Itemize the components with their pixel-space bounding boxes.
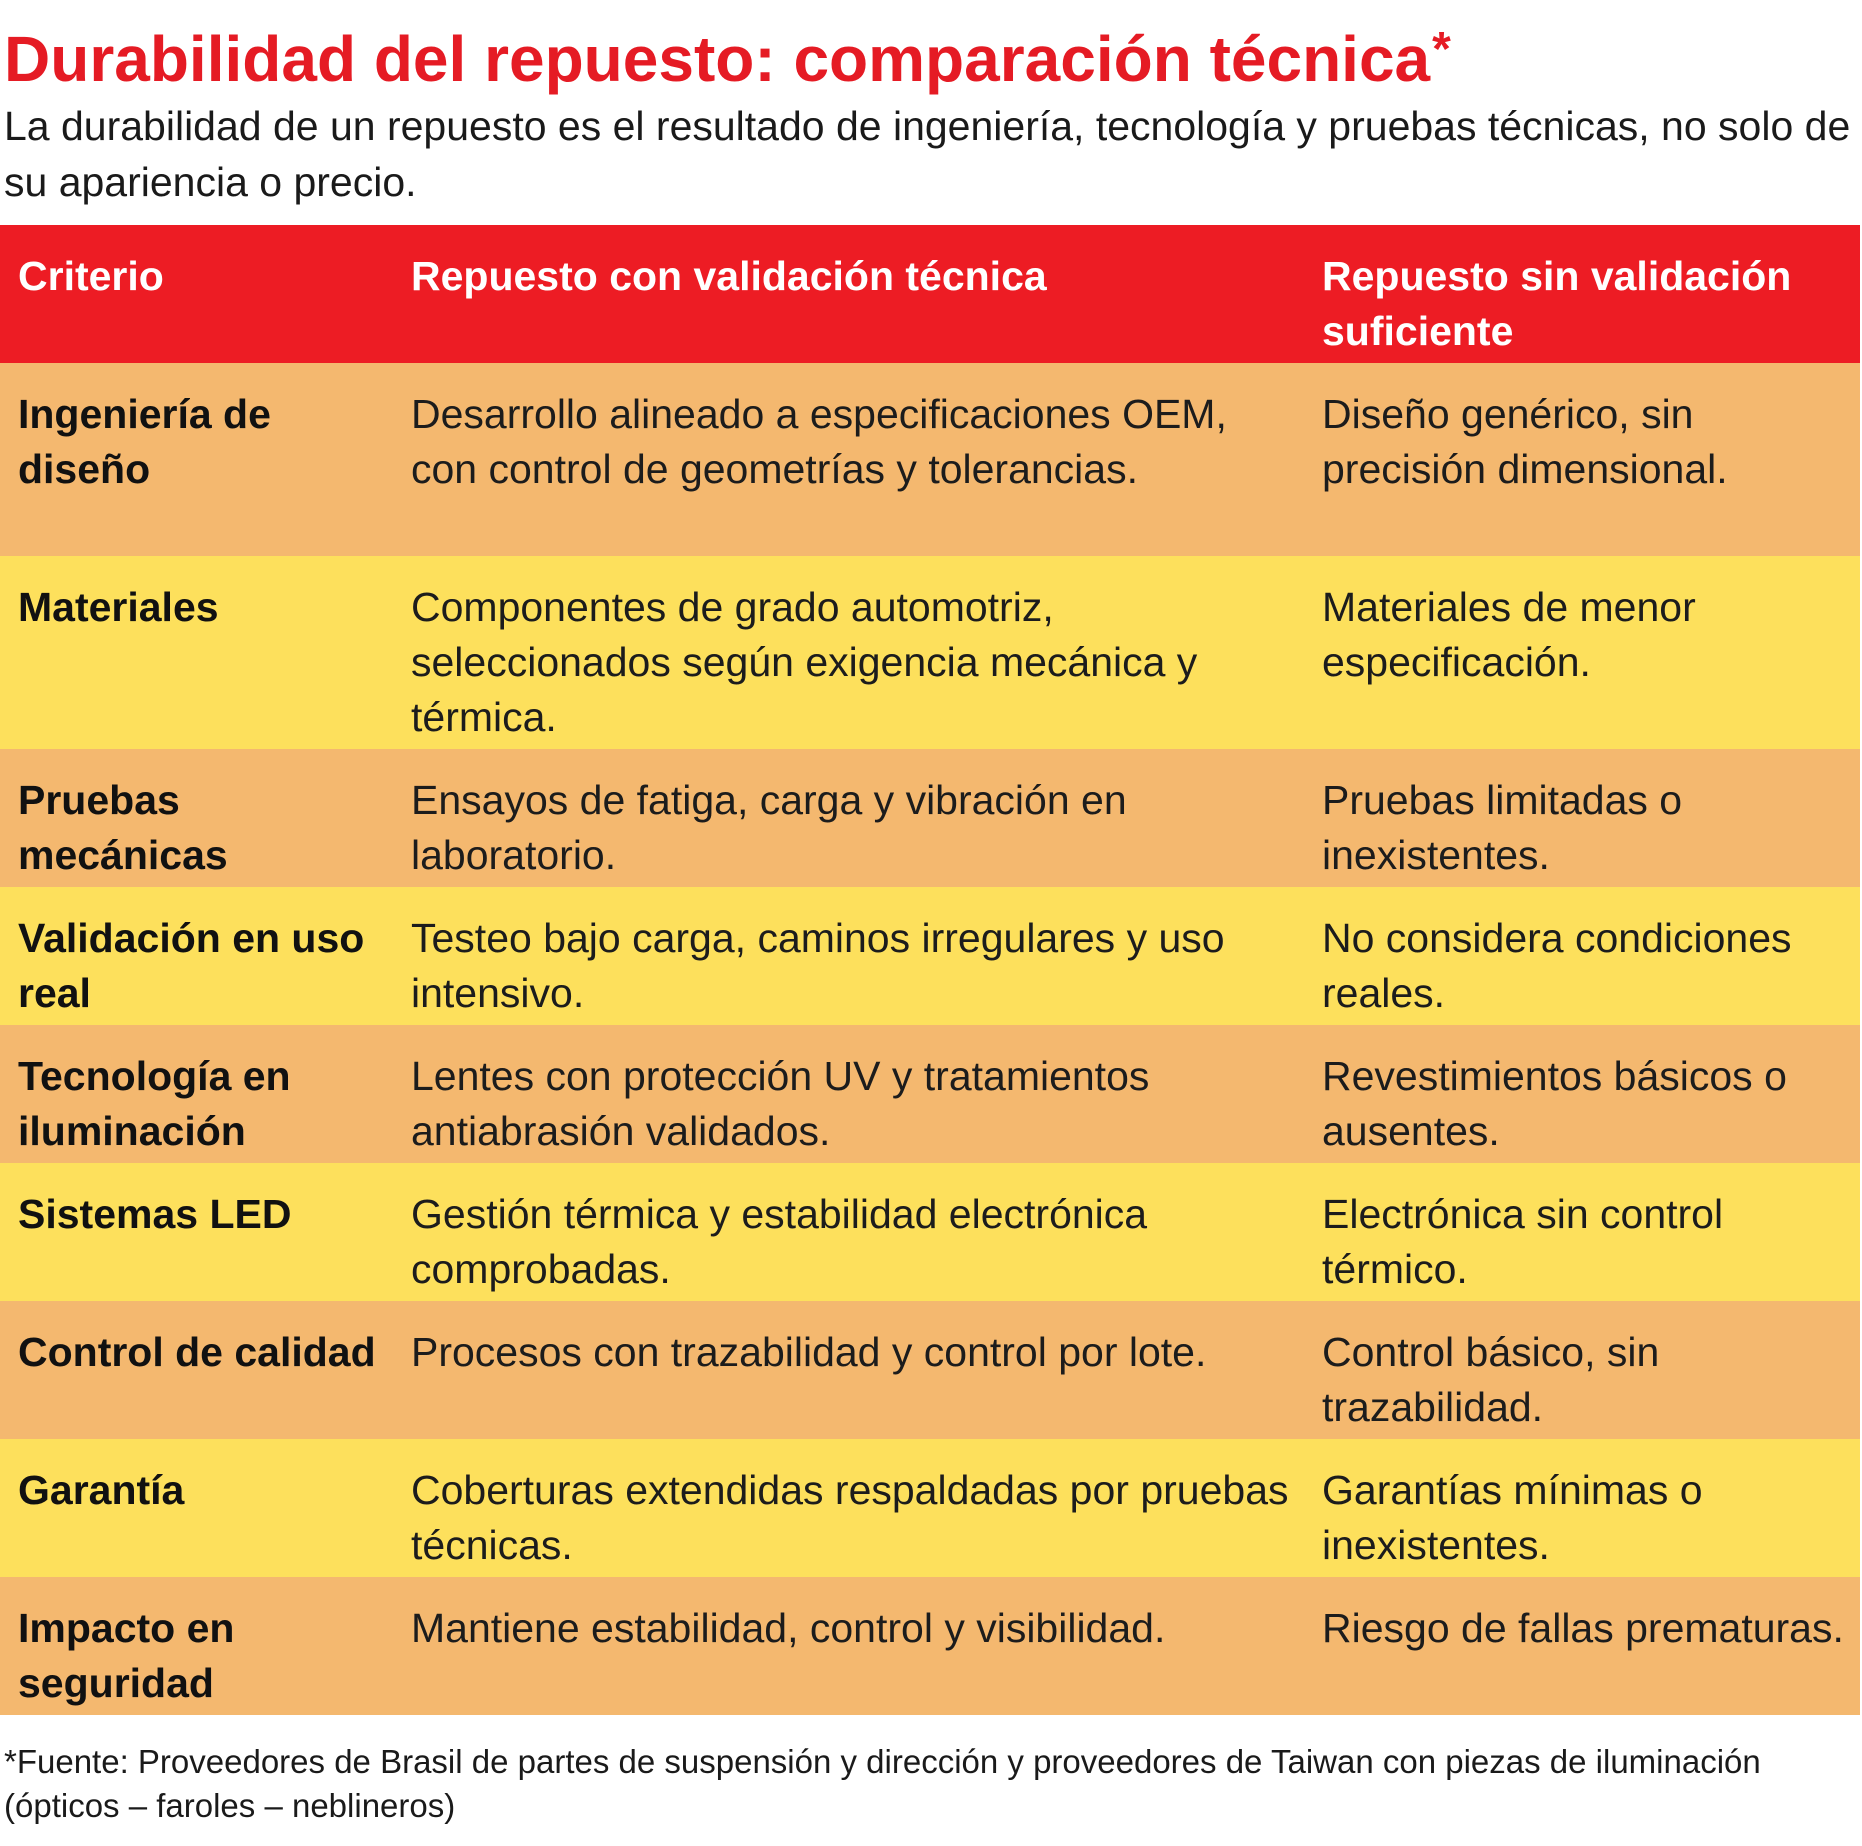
row-validated: Coberturas extendidas respaldadas por pruebas técnicas. xyxy=(411,1467,1289,1568)
header-validated: Repuesto con validación técnica xyxy=(411,253,1047,299)
table-row xyxy=(0,556,1860,749)
title-asterisk: * xyxy=(1432,23,1451,76)
table-row xyxy=(0,363,1860,556)
table-row xyxy=(0,749,1860,887)
row-validated: Lentes con protección UV y tratamientos antiabrasión validados. xyxy=(411,1053,1150,1154)
header-criterion: Criterio xyxy=(18,253,164,299)
row-criterion: Materiales xyxy=(18,584,219,630)
row-criterion: Validación en uso real xyxy=(18,915,365,1016)
row-unvalidated: Materiales de menor especificación. xyxy=(1322,584,1696,685)
row-unvalidated: Garantías mínimas o inexistentes. xyxy=(1322,1467,1703,1568)
row-validated: Desarrollo alineado a especificaciones OEM, con control de geometrías y tolerancias. xyxy=(411,391,1227,492)
row-criterion: Sistemas LED xyxy=(18,1191,292,1237)
page-title-text: Durabilidad del repuesto: comparación técnica xyxy=(4,23,1431,95)
row-criterion: Impacto en seguridad xyxy=(18,1605,235,1706)
row-unvalidated: Electrónica sin control térmico. xyxy=(1322,1191,1724,1292)
comparison-table xyxy=(0,225,1860,1715)
row-criterion: Ingeniería de diseño xyxy=(18,391,271,492)
table-row xyxy=(0,887,1860,1025)
row-unvalidated: Diseño genérico, sin precisión dimensional. xyxy=(1322,391,1728,492)
row-validated: Testeo bajo carga, caminos irregulares y uso intensivo. xyxy=(411,915,1225,1016)
row-validated: Gestión térmica y estabilidad electrónica comprobadas. xyxy=(411,1191,1148,1292)
row-criterion: Tecnología en iluminación xyxy=(18,1053,291,1154)
table-row xyxy=(0,1577,1860,1715)
row-unvalidated: Revestimientos básicos o ausentes. xyxy=(1322,1053,1787,1154)
page-title xyxy=(4,8,1451,101)
table-row xyxy=(0,1025,1860,1163)
table-row xyxy=(0,1163,1860,1301)
table-row xyxy=(0,1301,1860,1439)
table-row xyxy=(0,1439,1860,1577)
row-unvalidated: No considera condiciones reales. xyxy=(1322,915,1792,1016)
row-criterion: Pruebas mecánicas xyxy=(18,777,228,878)
row-validated: Mantiene estabilidad, control y visibilidad. xyxy=(411,1605,1166,1651)
row-validated: Ensayos de fatiga, carga y vibración en laboratorio. xyxy=(411,777,1127,878)
row-criterion: Control de calidad xyxy=(18,1329,376,1375)
header-unvalidated: Repuesto sin validación suficiente xyxy=(1322,253,1792,354)
row-validated: Componentes de grado automotriz, seleccionados según exigencia mecánica y térmica. xyxy=(411,584,1198,740)
page-subtitle: La durabilidad de un repuesto es el resultado de ingeniería, tecnología y pruebas técnicas, no solo de su apariencia o precio. xyxy=(4,103,1851,205)
row-unvalidated: Control básico, sin trazabilidad. xyxy=(1322,1329,1660,1430)
source-footnote: *Fuente: Proveedores de Brasil de partes de suspensión y dirección y proveedores de Taiwan con piezas de iluminación (ópticos – faroles – neblineros) xyxy=(4,1743,1761,1824)
row-validated: Procesos con trazabilidad y control por lote. xyxy=(411,1329,1207,1375)
row-criterion: Garantía xyxy=(18,1467,185,1513)
row-unvalidated: Pruebas limitadas o inexistentes. xyxy=(1322,777,1683,878)
row-unvalidated: Riesgo de fallas prematuras. xyxy=(1322,1605,1844,1651)
table-header-row xyxy=(0,225,1860,363)
